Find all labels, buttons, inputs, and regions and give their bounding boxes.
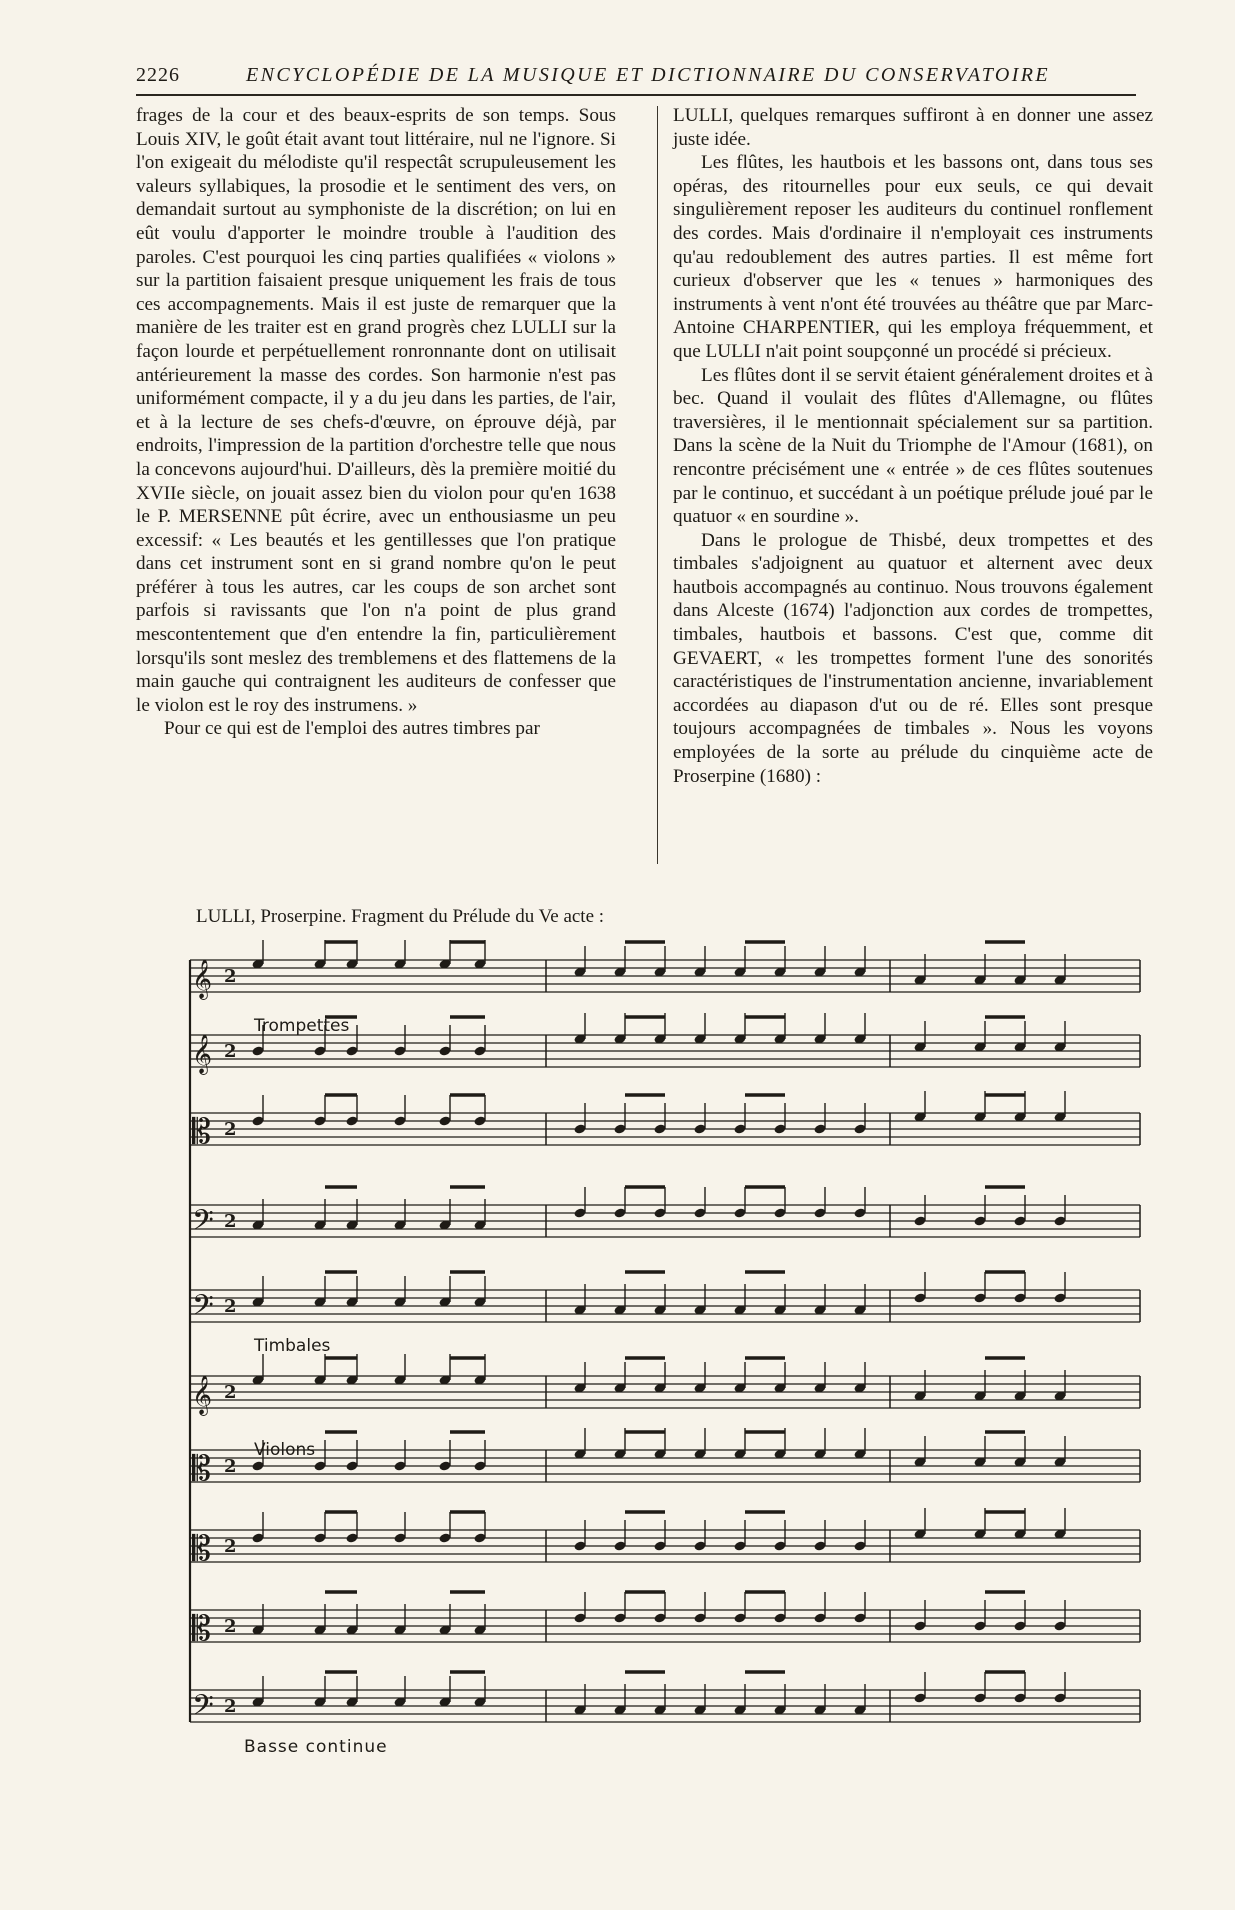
time-signature: 2 (224, 1211, 237, 1232)
page-number: 2226 (136, 64, 180, 86)
running-title: ENCYCLOPÉDIE DE LA MUSIQUE ET DICTIONNAIRE DU CONSERVATOIRE (246, 64, 1051, 86)
time-signature: 2 (224, 1119, 237, 1140)
clef-icon: 𝄢 (192, 1289, 214, 1329)
page-header (136, 62, 1136, 96)
paragraph: Pour ce qui est de l'emploi des autres timbres par (164, 718, 540, 740)
left-column (136, 104, 616, 741)
clef-icon: 𝄡 (192, 1529, 211, 1569)
paragraph: Dans le prologue de Thisbé, deux trompettes et des timbales s'adjoignent au quatuor et alternent avec deux hautbois accompagnés au continuo. Nous trouvons également dans Alceste (1674) l'adjonction aux cordes de trompettes, timbales, hautbois et bassons. C'est que, comme dit GEVAERT, « les trompettes forment l'une des sonorités caractéristiques de l'instrumentation ancienne, invariablement accordées au diapason d'ut ou de ré. Elles sont presque toujours accompagnées de timbales ». Nous les voyons employées de la sorte au prélude du cinquième acte de Proserpine (1680) : (673, 529, 1153, 787)
clef-icon: 𝄞 (192, 1375, 213, 1415)
clef-icon: 𝄡 (192, 1449, 211, 1489)
time-signature: 2 (224, 1616, 237, 1637)
timpani-label: Timbales (254, 1336, 331, 1356)
violins-label: Violons (254, 1440, 316, 1460)
paragraph: LULLI, quelques remarques suffiront à en donner une assez juste idée. (673, 105, 1153, 150)
music-example-caption: LULLI, Proserpine. Fragment du Prélude du Ve acte : (196, 906, 605, 927)
paragraph: Les flûtes dont il se servit étaient généralement droites et à bec. Quand il voulait des flûtes d'Allemagne, ou flûtes traversières, il le mentionnait spécialement sur sa partition. Dans la scène de la Nuit du Triomphe de l'Amour (1681), on rencontre précisément une « entrée » de ces flûtes soutenues par le continuo, et succédant à un poétique prélude joué par le quatuor « en sourdine ». (673, 364, 1153, 528)
basso-continuo-label: Basse continue (244, 1737, 388, 1757)
time-signature: 2 (224, 1456, 237, 1477)
clef-icon: 𝄞 (192, 959, 213, 999)
music-score (180, 940, 1150, 1740)
right-column (673, 104, 1153, 788)
staff-system (190, 940, 1140, 1729)
column-divider (657, 106, 658, 864)
time-signature: 2 (224, 1296, 237, 1317)
time-signature: 2 (224, 966, 237, 987)
paragraph: frages de la cour et des beaux-esprits de son temps. Sous Louis XIV, le goût était avant tout littéraire, nul ne l'ignore. Si l'on exigeait du mélodiste qu'il respectât scrupuleusement les valeurs syllabiques, la prosodie et le sentiment des vers, on demandait surtout au symphoniste de la discrétion; on lui en eût voulu d'apporter le moindre trouble à l'audition des paroles. C'est pourquoi les cinq parties qualifiées « violons » sur la partition faisaient presque uniquement les frais de tous ces accompagnements. Mais il est juste de remarquer que la manière de les traiter est en grand progrès chez LULLI sur la façon lourde et perpétuellement ronronnante dont on utilisait antérieurement la masse des cordes. Son harmonie n'est pas uniformément compacte, il y a du jeu dans les parties, de l'air, et à la lecture de ses chefs-d'œuvre, on éprouve déjà, par endroits, l'impression de la partition d'orchestre telle que nous la concevons aujourd'hui. D'ailleurs, dès la première moitié du XVIIe siècle, on jouait assez bien du violon pour qu'en 1638 le P. MERSENNE pût écrire, avec un enthousiasme un peu excessif: « Les beautés et les gentillesses que l'on pratique dans cet instrument sont en si grand nombre qu'on le peut préférer à tous les autres, car les coups de son archet sont parfois si ravissants que l'on n'a point de plus grand mescontentement que d'en entendre la fin, particulièrement lorsqu'ils sont meslez des tremblemens et des flattemens de la main gauche qui contraignent les auditeurs de confesser que le violon est le roy des instrumens. » (136, 105, 616, 716)
clef-icon: 𝄢 (192, 1689, 214, 1729)
clef-icon: 𝄡 (192, 1112, 211, 1152)
trumpets-label: Trompettes (254, 1016, 350, 1036)
clef-icon: 𝄢 (192, 1204, 214, 1244)
time-signature: 2 (224, 1382, 237, 1403)
clef-icon: 𝄡 (192, 1609, 211, 1649)
paragraph: Les flûtes, les hautbois et les bassons ont, dans tous ses opéras, des ritournelles pour eux seuls, ce qui devait singulièrement reposer les auditeurs du continuel ronflement des cordes. Mais d'ordinaire il n'employait ces instruments qu'au redoublement des autres parties. Il est même fort curieux d'observer que les « tenues » harmoniques des instruments à vent n'ont été trouvées au théâtre que par Marc-Antoine CHARPENTIER, qui les employa fréquemment, et que LULLI n'ait point soupçonné un procédé si précieux. (673, 152, 1153, 362)
time-signature: 2 (224, 1041, 237, 1062)
time-signature: 2 (224, 1536, 237, 1557)
time-signature: 2 (224, 1696, 237, 1717)
clef-icon: 𝄞 (192, 1034, 213, 1074)
